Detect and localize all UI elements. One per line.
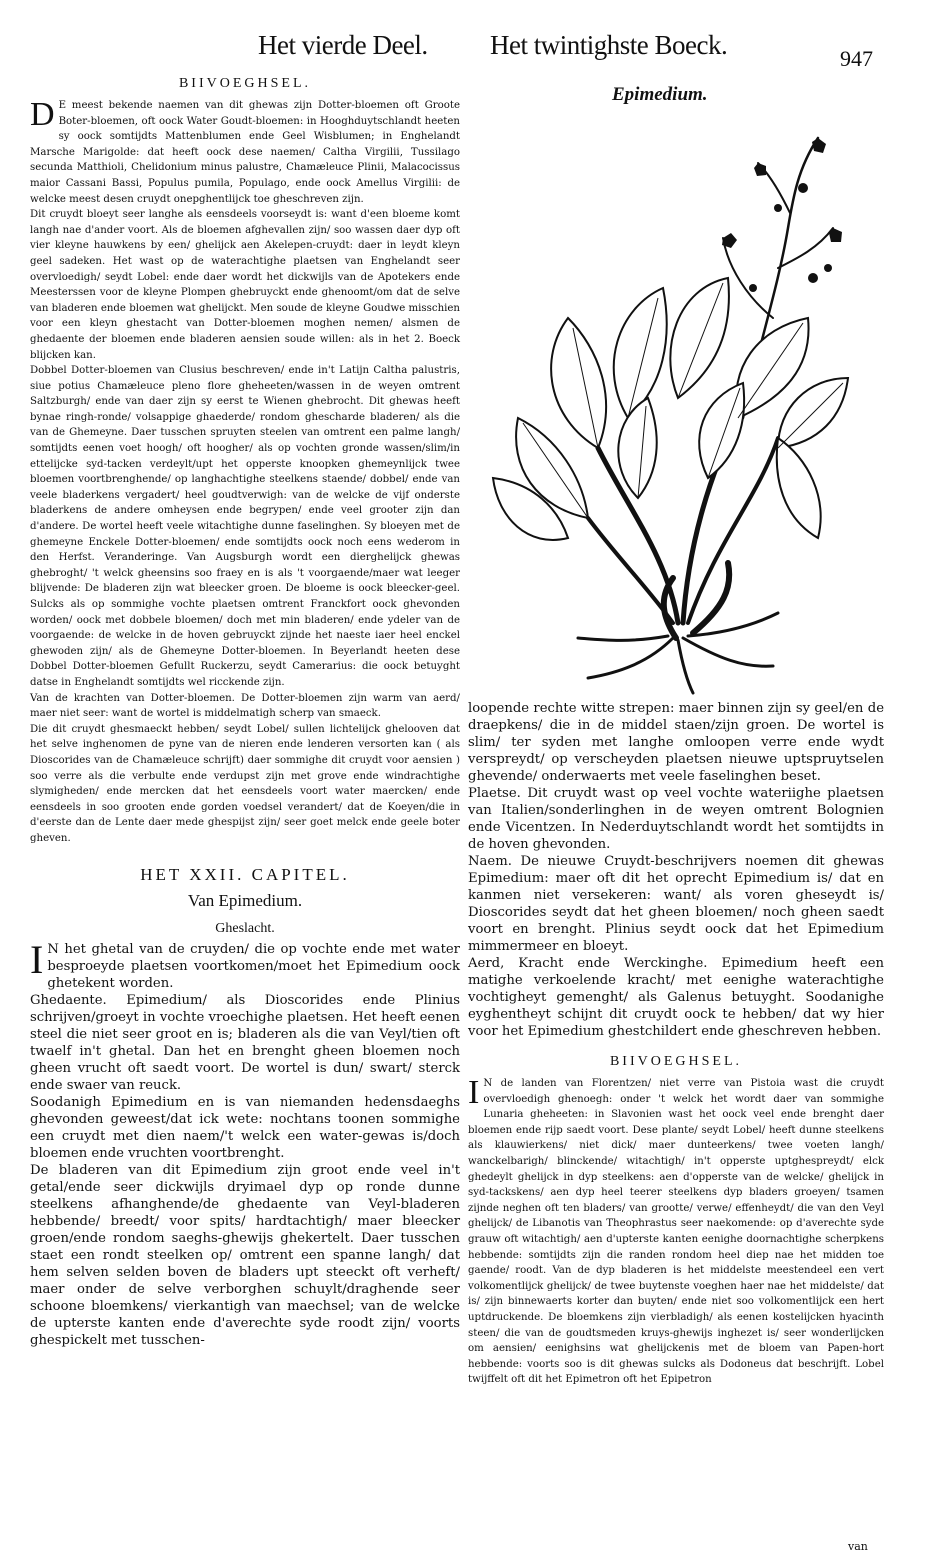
supplement-paragraph-2: Dit cruydt bloeyt seer langhe als eensdeels voorseydt is: want d'een bloeme komt langh nae d'ander voort. Als de bloemen afghevallen zijn/ soo wassen daer dyp oft vier kleyne hauwkens by een/ ghelijck aen Akelepen-cruydt: daer in leydt kleyn geel sadeken. Het wast op de waterachtighe plaetsen van Enghelandt seer overvloedigh/ seydt Lobel: ende daer wordt het dickwijls van de Apotekers ende Meesterssen voor de kleyne Plompen ghebruyckt ende ghenoomt/om dat de selve van bladeren ende bloemen wat ghelijckt. Men soude de kleyne Goudwe misschien voor een kleyn ghestacht van Dotter-bloemen moghen nemen/ alsmen de ghedaente der bloemen ende bladeren aensien soude willen: als in het 2. Boeck blijcken kan. (30, 209, 460, 361)
plant-illustration (478, 118, 868, 698)
supplement-heading: BIIVOEGHSEL. (178, 76, 312, 91)
epimedium-woodcut (478, 118, 868, 698)
supplement-heading-right: BIIVOEGHSEL. (609, 1054, 743, 1069)
supplement-paragraph-1: D E meest bekende naemen van dit ghewas zijn Dotter-bloemen oft Groote Boter-bloemen, oft oock Water Goudt-bloemen: in Hooghduytschlandt heeten sy oock somtijdts Mattenblumen ende Geel Wisblumen; in Enghelandt Marsche Marigolde: dat heeft oock dese naemen/ Caltha Virgilii, Tussilago secunda Matthioli, Chelidonium minus palustre, Chamæleuce Plinii, Malacocissus maior Cassani Bassi, Populus pumila, Populago, ende oock Amellus Virgilii: de welcke meest desen cruydt onepghentlijck toe gheschreven zijn. (30, 96, 460, 205)
supplement-paragraph-5: Die dit cruydt ghesmaeckt hebben/ seydt Lobel/ sullen lichtelijck ghelooven dat het selve inghenomen de pyne van de nieren ende lenderen versorten kan ( als Dioscorides van de Chamæleuce schrijft) daer sommighe dit cruydt voor aensien ) soo verre als die verbulte ende verdupst zijn met grove ende windrachtighe slymigheden/ ende mercken dat het eensdeels voort water maercken/ ende eensdeels in soo grooten ende gorden voedsel verandert/ dat de Koeyen/die in d'eerste dan de Lente daer mede ghespijst zijn/ seer goet melck ende geele boter gheven. (30, 723, 460, 844)
left-column (30, 76, 460, 1349)
drop-cap: D (30, 96, 55, 133)
section-label-gheslacht: Gheslacht. (215, 920, 275, 936)
page-number: 947 (840, 46, 873, 71)
supplement-paragraph-3: Dobbel Dotter-bloemen van Clusius beschreven/ ende in't Latijn Caltha palustris, siue potius Chamæleuce pleno flore gheheeten/wassen in de weyen omtrent Saltzburgh/ ende van daer zijn sy eerst te Wienen ghebrocht. Dit ghewas heeft bynae ringh-ronde/ volsappige ghaederde/ rondom ghescharde bladeren/ als die van de Ghemeyne. Daer tusschen spruyten steelen van omtrent een palme langh/ somtijdts eenen voet hoogh/ oft hoogher/ als op vochten gronde wassen/slim/in ettelijcke syd-tacken verdeylt/upt het opperste knoopken ghemeynlijck twee bloemen voortbrenghende/ op langhachtighe steelkens staende/ dobbel/ ende van veele bladerkens vergadert/ heel goudtverwigh: van de welcke de vijf onderste bladerkens de andere omheysen ende begrypen/ ende veel grooter zijn dan d'andere. De wortel heeft veele witachtighe dunne faselinghen. Sy bloeyen met de ghemeyne Enckele Dotter-bloemen/ ende somtijdts oock noch eens wederom in den Herfst. Veranderinge. Van Augsburgh wordt een dierghelijck ghewas ghebroght/ 't welck gheensins soo fraey en is als 't voorgaende/maer wat leeger blijvende: De bladeren zijn wat bleecker groen. De bloeme is oock bleecker-geel. Sulcks als op sommighe vochte plaetsen omtrent Franckfort oock ghevonden worden/ oock met dobbele bloemen/ doch met min bladeren/ ende ydeler van de voorgaende: de welcke in de hoven gebruyckt zijnde het naeste iaer heel enckel ghewoden zijn/ als de Ghemeyne Dotter-bloemen. In Beyerlandt heeten dese Dobbel Dotter-bloemen Gefullt Ruckerzu, seydt Camerarius: die oock betuyght datse in Enghelandt somtijdts wel ricckende zijn. (30, 365, 460, 688)
chapter-paragraph-2: Ghedaente. Epimedium/ als Dioscorides ende Plinius schrijven/groeyt in vochte vroechighe plaetsen. Het heeft eenen steel die niet seer groot en is; bladeren als die van Veyl/tien oft twaelf in't ghetal. Dan het en brenght gheen bloemen noch gheen vrucht oft saedt voort. De wortel is dun/ swart/ sterck ende swaer van reuck. (30, 992, 460, 1093)
supplement-right-paragraph: I N de landen van Florentzen/ niet verre van Pistoia wast die cruydt overvloedigh ghenoegh: onder 't welck het wordt daer van sommighe Lunaria gheheeten: in Slavonien wast het oock veel ende brenght daer bloemen ende rijp saedt voort. Dese plante/ seydt Lobel/ heeft dunne steelkens als klauwierkens/ niet dick/ maer dunteerkens/ twee voeten langh/ wanckelbarigh/ blinckende/ witachtigh/ in't opperste uptghespreydt/ elck ghedeylt ghelijck in dyp steelkens: aen d'opperste van de welcke/ ghelijck in syd-tackskens/ aen dyp heel teerer steelkens dyp bladers groeyen/ tsamen zijnde neghen oft ten bladers/ van grootte/ verwe/ effenheydt/ die van den Veyl ghelijck/ de Libanotis van Theophrastus seer naekomende: op d'averechte syde grauw oft witachtigh/ aen d'upterste kanten eenighe doornachtighe scherpkens hebbende: somtijdts zijn die randen rondom heel diep nae het midden toe gaende/ roodt. Van de dyp bladeren is het middelste meestendeel een vert volkomentlijck ghelijck/ de twee buytenste voeghen haer nae het middelste/ dat is/ zijn binnewaerts korter dan buyten/ ende niet soo volkomentlijck een hert uptdruckende. De bloemkens zijn vierbladigh/ als eenen kostelijcken hyacinth steen/ die van de goudtsmeden kruys-ghewijs inghezet is/ seer wonderlijcken om aensien/ eenighsins wat ghelijckenis met de bloem van Papen-hort hebbende: voorts soo is dit ghewas sulcks als Dodoneus dat beschrijft. Lobel twijffelt oft dit het Epimetron oft het Epipetron (468, 1074, 884, 1386)
chapter-paragraph-1: I N het ghetal van de cruyden/ die op vochte ende met water besproeyde plaetsen voortkomen/moet het Epimedium oock ghetekent worden. (30, 936, 460, 991)
chapter-title: HET XXII. CAPITEL. (140, 864, 350, 884)
continued-paragraph-3: Naem. De nieuwe Cruydt-beschrijvers noemen dit ghewas Epimedium: maer oft dit het oprecht Epimedium is/ dat en kanmen niet versekeren: want/ als voren gheseydt is/ Dioscorides seydt dat het gheen bloemen/ noch gheen saedt voort en brenght. Plinius seydt oock dat het Epimedium mimmermeer en bloeyt. (468, 854, 884, 954)
figure-caption: Epimedium. (612, 84, 708, 105)
chapter-paragraph-4: De bladeren van dit Epimedium zijn groot ende veel in't getal/ende seer dickwijls dryimael dyp op ronde dunne steelkens afhanghende/de ghedaente van Veyl-bladeren hebbende/ breedt/ voor spits/ hardtachtigh/ maer bleecker groen/ende rondom saeghs-ghewijs ghekertelt. Daer tusschen staet een rondt steelken op/ omtrent een spanne langh/ dat hem selven selden boven de bladers upt steeckt oft verheft/ maer onder de selve verborghen schuylt/draghende seer schoone bloemkens/ vierkantigh van maechsel; van de welcke de upterste kanten ende d'averechte syde roodt zijn/ voorts ghespickelt met tusschen- (30, 1162, 460, 1348)
running-head-left: Het vierde Deel. (258, 30, 428, 60)
continued-paragraph-4: Aerd, Kracht ende Werckinghe. Epimedium heeft een matighe verkoelende kracht/ met eenighe waterachtighe vochtigheyt gemenght/ als Galenus betuyght. Soodanighe eyghentheyt schijnt dit cruydt oock te hebben/ dat wy hier voor het Epimedium ghestchildert ende gheschreven hebben. (468, 956, 884, 1039)
chapter-paragraph-3: Soodanigh Epimedium en is van niemanden hedensdaeghs ghevonden geweest/dat ick wete: nochtans toonen sommighe een cruydt met dien naem/'t welck een water-gewas is/doch bloemen ende vruchten voortbrenght. (30, 1094, 460, 1161)
drop-cap: I (468, 1074, 480, 1111)
continued-paragraph-2: Plaetse. Dit cruydt wast op veel vochte wateriighe plaetsen van Italien/sonderlinghen in de weyen omtrent Bolognien ende Vicentzen. In Nederduytschlandt wordt het somtijdts in de hoven ghevonden. (468, 786, 884, 852)
continued-paragraph-1: loopende rechte witte strepen: maer binnen zijn sy geel/en de draepkens/ die in de middel staen/zijn groen. De wortel is slim/ ter syden met langhe omloopen verre ende wydt verspreydt/ op verscheyden plaetsen nieuwe uptspruytselen ghevende/ onderwaerts met veele faselinghen beset. (468, 701, 884, 784)
right-column (468, 700, 884, 1388)
running-head-right: Het twintighste Boeck. (490, 30, 728, 60)
catchword: van (848, 1540, 868, 1553)
supplement-paragraph-4: Van de krachten van Dotter-bloemen. De Dotter-bloemen zijn warm van aerd/ maer niet seer: want de wortel is middelmatigh scherp van smaeck. (30, 692, 460, 720)
chapter-subtitle: Van Epimedium. (187, 890, 303, 910)
drop-cap: I (30, 936, 44, 982)
